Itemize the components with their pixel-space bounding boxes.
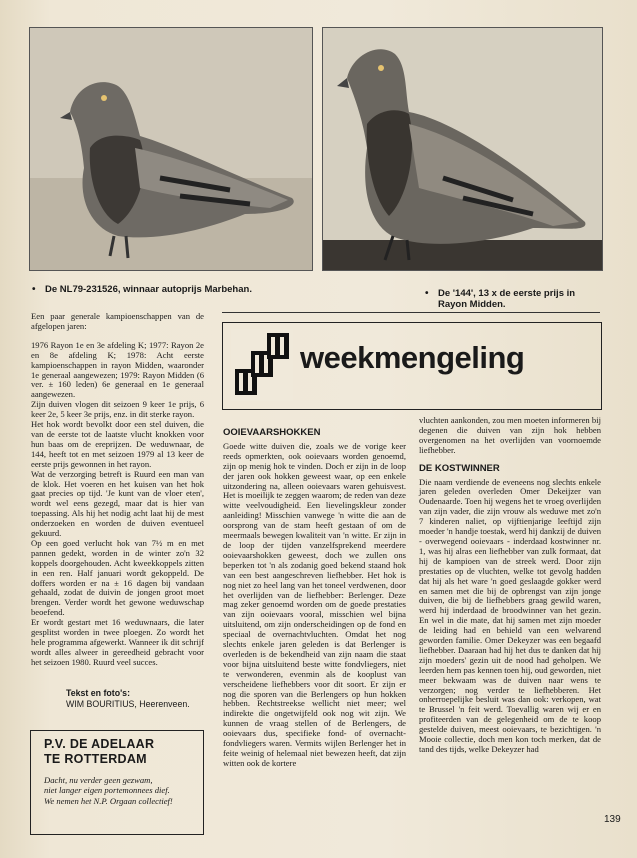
article-column-right [419, 416, 601, 755]
article-column-left [31, 312, 204, 668]
advertisement-box [30, 730, 204, 835]
credit-label: Tekst en foto's: [66, 688, 131, 698]
ad-slogan-line: Dacht, nu verder geen gezwam, [44, 775, 153, 785]
article-column-middle [223, 428, 406, 769]
divider [222, 312, 600, 313]
paragraph: 1976 Rayon 1e en 3e afdeling K; 1977: Rayon 2e en 8e afdeling K; 1978: Acht eerste kampioenschappen in rayon Midden, waaronder 1e generaal aangewezen; 1979: Rayon Midden (6 ver. ± 160 leden) 6e generaal en 1e generaal aangewezen. [31, 339, 204, 400]
pigeon-photo-left [29, 27, 313, 271]
author-credit [66, 688, 190, 709]
wm-logo-icon [231, 329, 293, 401]
paragraph: Zijn duiven vlogen dit seizoen 9 keer 1e prijs, 6 keer 2e, 5 keer 3e prijs, enz. in dit sterke rayon. [31, 399, 204, 420]
paragraph: Een paar generale kampioenschappen van de afgelopen jaren: [31, 311, 204, 331]
photo-caption-left [32, 284, 270, 295]
weekmengeling-banner [222, 322, 602, 410]
paragraph: Op een goed verlucht hok van 7½ m en met pannen gedekt, worden in de winter zo'n 32 koppels doorgehouden. Acht kweekkoppels zitten in een ren. Half januari wordt gekoppeld. De doffers worden er na ± 16 dagen bij vandaan gehaald, zodat de duivin de jongen groot moet brengen. Verder wordt het gewone weduwschap beoefend. [31, 537, 204, 618]
photo-caption-right [425, 288, 600, 310]
page-number: 139 [604, 814, 621, 825]
section-heading: DE KOSTWINNER [419, 462, 500, 474]
bullet-icon: • [425, 288, 429, 299]
banner-title: weekmengeling [300, 340, 525, 375]
paragraph: Goede witte duiven die, zoals we de vorige keer reeds opmerkten, ook ooievaars worden genoemd, zijn op menig hok te vinden. Doch er zijn in de loop der jaren ook hokken geweest waar, op een enkele uitzondering na, alleen ooievaars waren gehuisvest. Het is moeilijk te zeggen waarom; de reden van deze witte veelvoudigheid. Een lievelingskleur zonder aanleiding! Misschien vanwege 'n witte die aan de oorsprong van de stam heeft gestaan of om de meermaals bewegen kwaliteit van 'n witte. Er zijn in de loop der tijden vanzelfsprekend meerdere ooievaarshokken geweest, doch we zullen ons beperken tot 'n als zodanig goed bekend staand hok van een best aangeschreven liefhebber. Het hok is nog niet zo heel lang van het toneel verdwenen, door het overlijden van de liefhebber: Berlenger. Deze mag zeker genoemd worden om de goede prestaties van zijn ooievaars vooral, misschien wel bijna uitsluitend, om zijn onderscheidingen op de fond en speciaal de overnachtvluchten. Omdat het nog slechts enkele jaren geleden is dat Berlenger is overleden is de bekendheid van zijn naam die staat voor bijna uitsluitend beste witte fondvliegers, niet te verwonderen, evenmin als de kooplust van verscheidene liefhebbers voor dit soort. Er zijn er nog die sporen van die Berlengers op hun hokken hebben. Rechtstreekse wellicht niet meer; wel indirekte die ongetwijfeld ook nog wit zijn. We kunnen de vraag stellen of de Berlengers, de ooievaars dus, specifieke fond- of overnacht-fondvliegers waren. Vermits wijlen Berlenger het in feite weinig of helemaal niet bewezen heeft, dat zijn witten ook de kortere [223, 440, 406, 768]
ad-title-line: P.V. DE ADELAAR [44, 737, 155, 751]
caption-left-text: De NL79-231526, winnaar autoprijs Marbehan. [45, 284, 252, 295]
section-heading: OOIEVAARSHOKKEN [223, 427, 321, 438]
pigeon-photo-right [322, 27, 603, 271]
paragraph: Die naam verdiende de eveneens nog slechts enkele jaren geleden overleden Omer Dekeijzer van Oudenaarde. Toen hij wegens het te vroeg overlijden van zijn vader, die zijn vrouw als weduwe met zo'n 7 kinderen naliet, op vijftienjarige leeftijd zijn moeder 'n handje toestak, werd hij dankzij de duiven - overwegend ooievaars - inderdaad kostwinner nr. 1, was hij alras een liefhebber van zulk formaat, dat hij de kampioen van de streek werd. Door zijn prestaties op de vluchten, welke tot gevolg hadden dat hij als het ware 'n goed geslaagde gokker werd en samen met die bij de opbrengst van zijn jonge duiven, die bij de liefhebbers graag gewild waren, werd hij inderdaad de broodwinner van het gezin. En wel in die mate, dat hij samen met zijn moeder de leiding had en behield van een welvarend geworden familie. Omer Dekeyzer was een begaafd liefhebber. Daaraan had hij het dus te danken dat hij zijn moeders' gezin uit de nood had geholpen. We leerden hem pas kennen toen hij, oud geworden, niet meer bekwaam was de duiven naar wens te verzorgen; nog verder te liefhebberen. Het onherroepelijke besluit was dan ook: verkopen, wat te Brussel 'n feit werd. Toevallig waren wij er en profiteerden van de gelegenheid om de te koop gestelde duiven, meest ooievaars, te bezichtigen. 'n Mooie collectie, doch men kon toch merken, dat de tand des tijds, welke Dekeyzer had [419, 476, 601, 754]
paragraph: Het hok wordt bevolkt door een stel duiven, die van de eerste tot de laatste vlucht knokken voor hun baas om de ereprijzen. De weduwnaar, de 144, heeft tot en met seizoen 1979 al 13 keer de eerste prijs gewonnen in het rayon. [31, 419, 204, 469]
credit-name: WIM BOURITIUS, Heerenveen. [66, 698, 190, 709]
paragraph: Wat de verzorging betreft is Ruurd een man van de klok. Het voeren en het kuisen van het hok gaat precies op tijd. 'Je kunt van de vloer eten', wordt wel eens gezegd, maar dat is hier van toepassing. Als hij het nodig acht laat hij de mest onderzoeken en worden de duiven eventueel gekuurd. [31, 468, 204, 539]
caption-right-text: De '144', 13 x de eerste prijs in Rayon Midden. [438, 288, 576, 310]
paragraph: vluchten aankonden, zou men moeten informeren bij degenen die duiven van zijn hok hebben overgenomen na het overlijden van voornoemde liefhebber. [419, 415, 601, 455]
paragraph: Er wordt gestart met 16 weduwnaars, die later gesplitst worden in twee ploegen. Zo wordt het hele programma afgewerkt. Wanneer ik dit schrijf wordt alles alweer in gereedheid gebracht voor het seizoen 1980. Ruurd veel succes. [31, 617, 204, 667]
ad-title [44, 737, 154, 767]
ad-slogan-line: We nemen het N.P. Orgaan collectief! [44, 795, 173, 806]
bullet-icon: • [32, 284, 36, 295]
ad-title-line: TE ROTTERDAM [44, 752, 147, 766]
ad-slogan [44, 775, 173, 806]
ad-slogan-line: niet langer eigen portemonnees dief. [44, 785, 170, 796]
